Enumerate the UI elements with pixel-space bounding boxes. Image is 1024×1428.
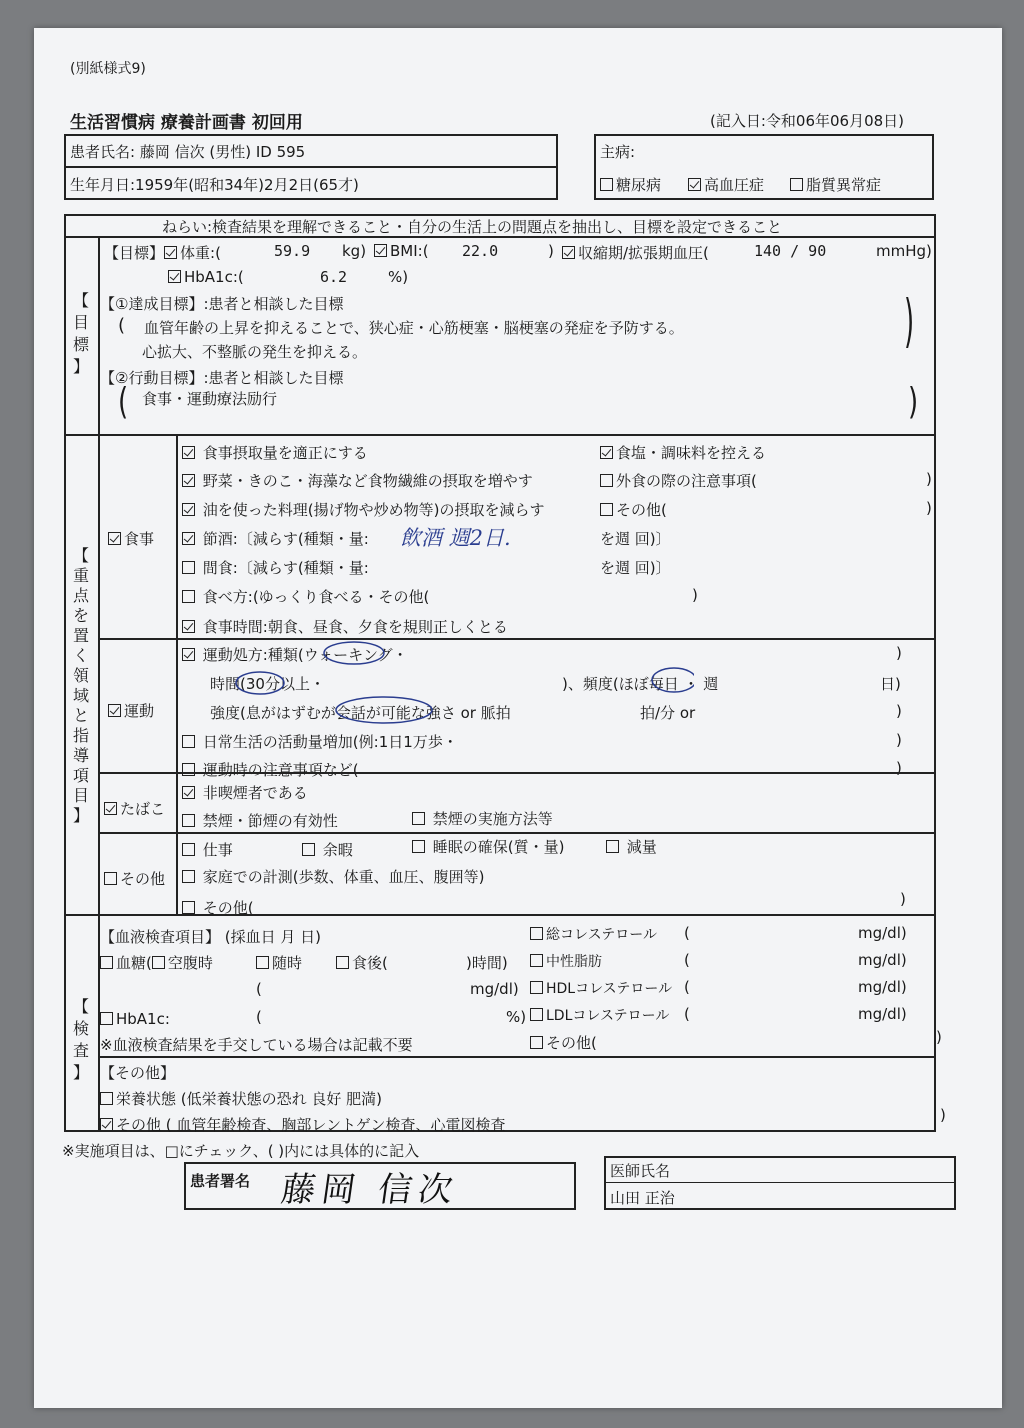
open-paren: (	[256, 1008, 262, 1026]
glucose-random: 随時	[256, 952, 302, 973]
divider	[64, 914, 936, 916]
divider	[98, 1056, 936, 1058]
exercise-time: 時間(30分以上・	[210, 675, 325, 693]
checkbox-checked[interactable]	[182, 620, 195, 633]
divider	[98, 772, 936, 774]
lipid-unit: mg/dl)	[858, 924, 907, 942]
glucose-unit: mg/dl)	[470, 980, 519, 998]
doctor-name: 山田 正治	[610, 1189, 675, 1207]
patient-name: 患者氏名: 藤岡 信次 (男性) ID 595	[70, 143, 306, 161]
checkbox[interactable]	[256, 956, 269, 969]
checkbox-checked[interactable]	[100, 1118, 113, 1131]
checkbox[interactable]	[182, 814, 195, 827]
nutrition-row: 栄養状態 (低栄養状態の恐れ 良好 肥満)	[100, 1088, 382, 1109]
close-paren: )	[926, 470, 932, 488]
diet-item: 野菜・きのこ・海藻など食物繊維の摂取を増やす	[182, 470, 533, 491]
checkbox[interactable]	[600, 474, 613, 487]
lipid-unit: mg/dl)	[858, 1005, 907, 1023]
circle-conversation-mark	[336, 697, 432, 723]
checkbox[interactable]	[530, 981, 543, 994]
close-paren: )	[896, 644, 902, 662]
diet-item: 食べ方:(ゆっくり食べる・その他(	[182, 586, 429, 607]
checkbox[interactable]	[182, 735, 195, 748]
action-line: 食事・運動療法励行	[142, 390, 278, 408]
checkbox[interactable]	[152, 956, 165, 969]
per-week: を週 回)〕	[600, 530, 671, 548]
diet-item: 節酒:〔減らす(種類・量:	[182, 528, 369, 549]
hba1c-unit: %)	[506, 1008, 527, 1026]
bmi-value: 22.0	[462, 242, 499, 260]
patient-signature: 藤岡 信次	[278, 1170, 462, 1210]
checkbox-checked[interactable]	[108, 532, 121, 545]
disease-option[interactable]: 高血圧症	[688, 174, 764, 195]
disease-option[interactable]: 脂質異常症	[790, 174, 881, 195]
close-paren: )	[896, 702, 902, 720]
glucose-row: 血糖( 空腹時	[100, 952, 213, 973]
form-paper: (別紙様式9) 生活習慣病 療養計画書 初回用 (記入日:令和06年06月08日) 患者氏名: 藤岡 信次 (男性) ID 595 生年月日:1959年(昭和34年)2月2日(65才) 主病: 糖尿病 高血圧症 脂質異常症 ねらい:検査結果を理解できること・自分の生活上の問題点を抽出し、目標を設定できること 【 目 標 】 【目標】 体重:( 59.9 kg) BMI:( 22.0 ) 収縮期/拡張期血圧( 140 / 90 mmHg) HbA1c:( 6.2 %) 【①達成目標】:患者と相談した目標 ( 血管年齢の上昇を抑えることで、狭心症・心筋梗塞・脳梗塞の発症を予防する。 心拡大、不整脈の発生を抑える。 ) 【②行動目標】:患者と相談した目標 ( 食事・運動療法励行 ) 【 重 点 を 置 く 領 域 と 指 導 項 目 】 食事 食事摂取量を適正にする 野菜・きのこ・海藻など食物繊維の摂取を増やす 油を使った料理(揚げ物や炒め物等)の摂取を減らす 節酒:〔減らす(種類・量: 飲酒 週2日. を週 回)〕 間食:〔減らす(種類・量: を週 回)〕 食べ方:(ゆっくり食べる・その他( ) 食事時間:朝食、昼食、夕食を規則正しくとる 食塩・調味料を控える 外食の際の注意事項( ) その他( ) 運動 運動処方:種類(ウォーキング・ ) 時間(30分以上・ )、頻度(ほぼ毎日 ・ 週 日) 強度(息がはずむが会話が可能な強さ or 脈拍 拍/分 or ) 日常生活の活動量増加(例:1日1万歩・ ) 運動時の注意事項など( ) たばこ 非喫煙者である 禁煙・節煙の有効性 禁煙の実施方法等 その他 仕事 余暇 睡眠の確保(質・量) 減量 家庭での計測(歩数、体重、血圧、腹囲等) その他( ) 【 検 査 】 【血液検査項目】 (採血日 月 日) 血糖( 空腹時 随時 食後( )時間) ( mg/dl) HbA1c: ( %) 総コレステロール 中性脂肪 HDLコレステロール LDLコレステロール ( ( ( ( mg/dl) mg/dl) mg/dl) mg/dl) その他( ) ※血液検査結果を手交している場合は記載不要 【その他】 栄養状態 (低栄養状態の恐れ 良好 肥満) その他 ( 血管年齢検査、胸部レントゲン検査、心電図検査 ) ※実施項目は、□にチェック、( )内には具体的に記入 患者署名 藤岡 信次 医師氏名 山田 正治	[34, 28, 1002, 1408]
blood-title: 【血液検査項目】 (採血日 月 日)	[100, 928, 322, 946]
circle-30min-mark	[236, 672, 284, 694]
exercise-category: 運動	[108, 700, 154, 721]
lipid-row: 中性脂肪	[530, 951, 602, 971]
divider	[64, 434, 936, 436]
diet-category: 食事	[108, 528, 154, 549]
lipid-other: その他(	[530, 1032, 597, 1053]
weight-unit: kg)	[342, 242, 367, 260]
lipid-row: LDLコレステロール	[530, 1005, 669, 1025]
pulse-unit: 拍/分 or	[640, 704, 696, 722]
checkbox[interactable]	[600, 503, 613, 516]
checkbox-checked[interactable]	[182, 786, 195, 799]
other-item: 減量	[606, 836, 657, 857]
circle-walking-mark	[324, 642, 384, 664]
doctor-label: 医師氏名	[610, 1162, 671, 1180]
divider	[604, 1182, 956, 1183]
divider	[98, 832, 936, 834]
hba1c-unit: %)	[388, 268, 409, 286]
close-paren: )	[896, 759, 902, 777]
checkbox[interactable]	[336, 956, 349, 969]
close-paren: )	[692, 586, 698, 604]
checkbox-checked[interactable]	[182, 446, 195, 459]
close-paren: )	[926, 499, 932, 517]
goals-side-label: 【 目 標 】	[72, 291, 89, 376]
form-number: (別紙様式9)	[70, 61, 146, 77]
achieve-line: 血管年齢の上昇を抑えることで、狭心症・心筋梗塞・脳梗塞の発症を予防する。	[144, 319, 684, 337]
other-item: その他(	[182, 897, 254, 918]
alcohol-handwritten: 飲酒 週2日.	[400, 526, 511, 550]
diet-item: 油を使った料理(揚げ物や炒め物等)の摂取を減らす	[182, 499, 545, 520]
exercise-frequency: )、頻度(ほぼ毎日 ・ 週	[562, 675, 719, 693]
diet-item: 間食:〔減らす(種類・量:	[182, 557, 369, 578]
checkbox[interactable]	[412, 812, 425, 825]
exercise-item: 運動処方:種類(ウォーキング・	[182, 644, 408, 665]
exercise-item: 日常生活の活動量増加(例:1日1万歩・	[182, 731, 458, 752]
checkbox-checked[interactable]	[104, 802, 117, 815]
checkbox-checked[interactable]	[164, 246, 177, 259]
close-paren: )	[896, 731, 902, 749]
lipid-unit: mg/dl)	[858, 978, 907, 996]
open-paren: (	[684, 924, 690, 942]
exam-side-label: 【 検 査 】	[72, 997, 89, 1082]
achieve-title: 【①達成目標】:患者と相談した目標	[100, 295, 344, 313]
checkbox-checked[interactable]	[168, 270, 181, 283]
checkbox-checked[interactable]	[182, 474, 195, 487]
close-paren: )	[900, 890, 906, 908]
open-paren: (	[256, 980, 262, 998]
blood-note: ※血液検査結果を手交している場合は記載不要	[100, 1036, 413, 1054]
bp-value: 140 / 90	[754, 242, 827, 260]
tobacco-item: 非喫煙者である	[182, 782, 308, 803]
bmi-close: )	[548, 242, 554, 260]
checkbox[interactable]	[606, 840, 619, 853]
lipid-unit: mg/dl)	[858, 951, 907, 969]
aim-text: ねらい:検査結果を理解できること・自分の生活上の問題点を抽出し、目標を設定できること	[162, 218, 783, 236]
hba1c-field: HbA1c:(	[168, 268, 244, 286]
focus-side-label: 【 重 点 を 置 く 領 域 と 指 導 項 目 】	[72, 546, 89, 825]
diet-item: 食事摂取量を適正にする	[182, 442, 368, 463]
checkbox[interactable]	[600, 178, 613, 191]
hba1c-value: 6.2	[320, 268, 348, 286]
other-item: 余暇	[302, 839, 353, 860]
checkbox[interactable]	[100, 1092, 113, 1105]
other-item: 仕事	[182, 839, 233, 860]
exercise-intensity: 強度(息がはずむが会話が可能な強さ or 脈拍	[210, 704, 511, 722]
achieve-line: 心拡大、不整脈の発生を抑える。	[142, 343, 368, 361]
checkbox[interactable]	[412, 840, 425, 853]
open-paren: (	[684, 951, 690, 969]
frequency-unit: 日)	[880, 675, 901, 693]
other-item: 睡眠の確保(質・量)	[412, 836, 565, 857]
disease-option[interactable]: 糖尿病	[600, 174, 661, 195]
checkbox[interactable]	[182, 590, 195, 603]
per-week: を週 回)〕	[600, 559, 671, 577]
checkbox[interactable]	[530, 954, 543, 967]
footnote: ※実施項目は、□にチェック、( )内には具体的に記入	[62, 1142, 420, 1160]
diet-item: 食事時間:朝食、昼食、夕食を規則正しくとる	[182, 616, 508, 637]
checkbox[interactable]	[182, 763, 195, 776]
checkbox[interactable]	[182, 561, 195, 574]
checkbox[interactable]	[182, 843, 195, 856]
checkbox[interactable]	[100, 956, 113, 969]
tobacco-item: 禁煙・節煙の有効性	[182, 810, 338, 831]
checkbox[interactable]	[530, 927, 543, 940]
exercise-item: 運動時の注意事項など(	[182, 759, 359, 780]
handwritten-circles	[314, 634, 694, 734]
checkbox[interactable]	[302, 843, 315, 856]
close-paren: )	[936, 1028, 942, 1046]
other-exam-row: その他 ( 血管年齢検査、胸部レントゲン検査、心電図検査	[100, 1114, 505, 1135]
tobacco-category: たばこ	[104, 798, 165, 819]
signature-label: 患者署名	[190, 1172, 251, 1190]
checkbox-checked[interactable]	[374, 244, 387, 257]
checkbox-checked[interactable]	[562, 246, 575, 259]
handwritten-circle	[230, 668, 290, 698]
divider	[64, 236, 936, 238]
weight-value: 59.9	[274, 242, 311, 260]
other-item: 家庭での計測(歩数、体重、血圧、腹囲等)	[182, 866, 485, 887]
bp-unit: mmHg)	[876, 242, 932, 260]
close-paren: )	[940, 1106, 946, 1124]
goals-header: 【目標】 体重:(	[104, 244, 221, 262]
diet-right-item: 食塩・調味料を控える	[600, 442, 766, 463]
checkbox-checked[interactable]	[182, 503, 195, 516]
checkbox-checked[interactable]	[688, 178, 701, 191]
diet-right-item: 外食の際の注意事項(	[600, 470, 757, 491]
other-exam-title: 【その他】	[100, 1064, 176, 1082]
glucose-postmeal: 食後(	[336, 952, 388, 973]
category-column-line	[176, 434, 178, 914]
other-category: その他	[104, 868, 165, 889]
checkbox[interactable]	[530, 1008, 543, 1021]
page-title: 生活習慣病 療養計画書 初回用	[70, 113, 303, 133]
hba1c-row: HbA1c:	[100, 1010, 170, 1028]
open-paren: (	[684, 1005, 690, 1023]
checkbox[interactable]	[182, 870, 195, 883]
circle-daily-mark	[652, 668, 694, 692]
checkbox[interactable]	[104, 872, 117, 885]
action-title: 【②行動目標】:患者と相談した目標	[100, 369, 344, 387]
checkbox[interactable]	[530, 1036, 543, 1049]
checkbox[interactable]	[790, 178, 803, 191]
tobacco-item: 禁煙の実施方法等	[412, 808, 553, 829]
checkbox[interactable]	[182, 901, 195, 914]
divider	[64, 166, 558, 168]
disease-label: 主病:	[600, 143, 636, 161]
bp-field: 収縮期/拡張期血圧(	[562, 242, 709, 263]
checkbox-checked[interactable]	[182, 532, 195, 545]
lipid-row: HDLコレステロール	[530, 978, 672, 998]
open-paren: (	[684, 978, 690, 996]
bmi-field: BMI:(	[374, 242, 429, 260]
checkbox[interactable]	[100, 1012, 113, 1025]
record-date: (記入日:令和06年06月08日)	[710, 112, 905, 130]
glucose-hours: )時間)	[466, 954, 508, 972]
checkbox-checked[interactable]	[108, 704, 121, 717]
checkbox-checked[interactable]	[600, 446, 613, 459]
patient-birthdate: 生年月日:1959年(昭和34年)2月2日(65才)	[70, 176, 359, 194]
diet-right-item: その他(	[600, 499, 667, 520]
checkbox-checked[interactable]	[182, 648, 195, 661]
lipid-row: 総コレステロール	[530, 924, 657, 944]
